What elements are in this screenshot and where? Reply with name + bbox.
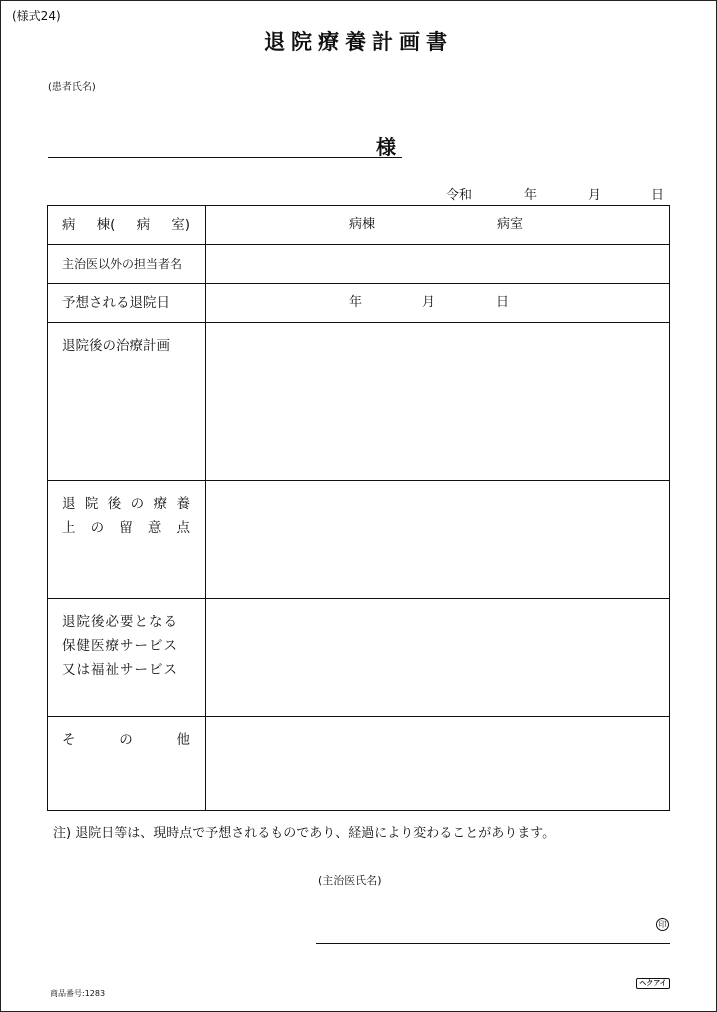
discharge-date-cell[interactable] <box>206 284 670 323</box>
care-notes-char: の <box>130 496 145 512</box>
ward-value-cell[interactable] <box>206 206 670 245</box>
date-year: 年 <box>524 188 538 203</box>
other-label <box>48 717 206 811</box>
other-value-cell[interactable] <box>206 717 670 811</box>
form-code: (様式24) <box>12 9 61 23</box>
care-notes-char: 院 <box>84 496 99 512</box>
ward-unit: 病棟 <box>349 217 376 232</box>
other-label-char: の <box>119 732 133 748</box>
footnote: 注) 退院日等は、現時点で予想されるものであり、経過により変わることがあります。 <box>53 826 556 841</box>
brand-logo: ヘクアイ <box>636 978 670 989</box>
ward-label-char: 病 <box>136 217 151 233</box>
row-ward <box>48 206 670 245</box>
date-day: 日 <box>651 188 665 203</box>
other-label-char: 他 <box>176 732 190 748</box>
ward-label-char: 棟( <box>96 217 116 233</box>
staff-label: 主治医以外の担当者名 <box>48 245 206 284</box>
discharge-day: 日 <box>496 295 510 310</box>
care-notes-char: 留 <box>119 520 133 536</box>
care-notes-label <box>48 481 206 599</box>
row-discharge-date <box>48 284 670 323</box>
doctor-name-label: (主治医氏名) <box>318 874 382 887</box>
room-unit: 病室 <box>497 217 524 232</box>
services-label <box>48 599 206 717</box>
treatment-value-cell[interactable] <box>206 323 670 481</box>
plan-table <box>47 205 670 811</box>
care-notes-char: 療 <box>153 496 168 512</box>
care-notes-char: 上 <box>62 520 76 536</box>
care-notes-char: 養 <box>176 496 190 512</box>
other-label-char: そ <box>62 732 76 748</box>
ward-label <box>48 206 206 245</box>
care-notes-char: の <box>90 520 105 536</box>
row-staff <box>48 245 670 284</box>
care-notes-value-cell[interactable] <box>206 481 670 599</box>
row-services <box>48 599 670 717</box>
discharge-date-label: 予想される退院日 <box>48 284 206 323</box>
ward-label-char: 室) <box>171 217 190 233</box>
staff-value-cell[interactable] <box>206 245 670 284</box>
care-notes-char: 点 <box>176 520 190 536</box>
care-notes-char: 意 <box>147 520 162 536</box>
row-treatment <box>48 323 670 481</box>
page-title: 退院療養計画書 <box>264 30 453 54</box>
seal-mark: 印 <box>656 918 669 931</box>
date-era: 令和 <box>446 188 473 203</box>
discharge-month: 月 <box>422 295 436 310</box>
patient-name-label: (患者氏名) <box>48 82 96 93</box>
treatment-label: 退院後の治療計画 <box>48 323 206 481</box>
row-care-notes <box>48 481 670 599</box>
discharge-year: 年 <box>349 295 363 310</box>
ward-label-char: 病 <box>62 217 76 233</box>
patient-name-line[interactable] <box>48 157 402 158</box>
date-month: 月 <box>588 188 602 203</box>
care-notes-char: 退 <box>62 496 76 512</box>
row-other <box>48 717 670 811</box>
care-notes-char: 後 <box>107 496 122 512</box>
product-number: 商品番号:1283 <box>50 989 106 998</box>
patient-honorific: 様 <box>376 135 396 159</box>
services-label-line: 退院後必要となる <box>62 614 178 630</box>
doctor-name-line[interactable] <box>316 943 670 944</box>
services-label-line: 又は福祉サービス <box>62 662 178 678</box>
services-value-cell[interactable] <box>206 599 670 717</box>
services-label-line: 保健医療サービス <box>62 638 178 654</box>
